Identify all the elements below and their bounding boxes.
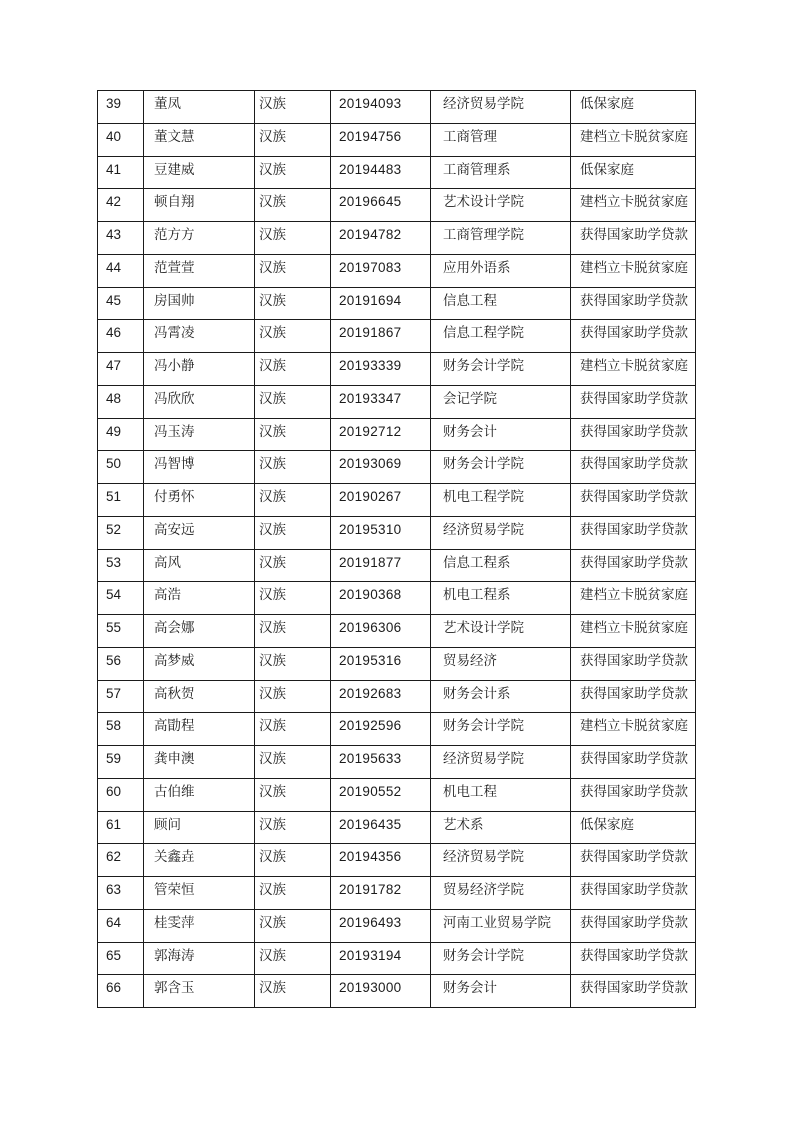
cell-name: 范萱萱 (144, 254, 255, 287)
cell-ethnicity: 汉族 (255, 418, 331, 451)
cell-ethnicity: 汉族 (255, 942, 331, 975)
cell-ethnicity: 汉族 (255, 516, 331, 549)
cell-ethnicity: 汉族 (255, 451, 331, 484)
cell-number: 59 (98, 746, 144, 779)
cell-department: 财务会计系 (431, 680, 571, 713)
cell-department: 机电工程学院 (431, 484, 571, 517)
cell-status: 获得国家助学贷款 (571, 746, 696, 779)
cell-number: 54 (98, 582, 144, 615)
cell-student-id: 20191782 (331, 877, 431, 910)
table-row (98, 909, 696, 942)
cell-ethnicity: 汉族 (255, 385, 331, 418)
cell-status: 获得国家助学贷款 (571, 549, 696, 582)
table-row (98, 385, 696, 418)
cell-department: 财务会计学院 (431, 353, 571, 386)
table-row (98, 353, 696, 386)
cell-student-id: 20194356 (331, 844, 431, 877)
cell-student-id: 20193347 (331, 385, 431, 418)
cell-name: 顿自翔 (144, 189, 255, 222)
cell-status: 获得国家助学贷款 (571, 222, 696, 255)
cell-ethnicity: 汉族 (255, 680, 331, 713)
cell-number: 63 (98, 877, 144, 910)
cell-status: 建档立卡脱贫家庭 (571, 254, 696, 287)
table-row (98, 582, 696, 615)
cell-status: 获得国家助学贷款 (571, 451, 696, 484)
cell-student-id: 20191877 (331, 549, 431, 582)
table-row (98, 418, 696, 451)
cell-name: 顾问 (144, 811, 255, 844)
cell-number: 49 (98, 418, 144, 451)
cell-name: 高风 (144, 549, 255, 582)
cell-name: 高秋贺 (144, 680, 255, 713)
cell-department: 财务会计学院 (431, 713, 571, 746)
cell-number: 39 (98, 91, 144, 124)
cell-status: 获得国家助学贷款 (571, 844, 696, 877)
cell-status: 获得国家助学贷款 (571, 287, 696, 320)
cell-ethnicity: 汉族 (255, 778, 331, 811)
table-row (98, 778, 696, 811)
cell-student-id: 20196306 (331, 615, 431, 648)
cell-number: 51 (98, 484, 144, 517)
cell-department: 信息工程学院 (431, 320, 571, 353)
cell-ethnicity: 汉族 (255, 287, 331, 320)
cell-number: 50 (98, 451, 144, 484)
cell-name: 高会娜 (144, 615, 255, 648)
cell-department: 工商管理系 (431, 156, 571, 189)
cell-department: 机电工程 (431, 778, 571, 811)
table-row (98, 877, 696, 910)
table-row (98, 484, 696, 517)
cell-status: 获得国家助学贷款 (571, 778, 696, 811)
table-row (98, 746, 696, 779)
table-row (98, 549, 696, 582)
cell-status: 获得国家助学贷款 (571, 418, 696, 451)
cell-student-id: 20192596 (331, 713, 431, 746)
cell-name: 古伯维 (144, 778, 255, 811)
student-roster-table (97, 90, 696, 1008)
cell-student-id: 20194782 (331, 222, 431, 255)
cell-name: 冯小静 (144, 353, 255, 386)
cell-student-id: 20195310 (331, 516, 431, 549)
cell-number: 45 (98, 287, 144, 320)
cell-ethnicity: 汉族 (255, 909, 331, 942)
cell-status: 获得国家助学贷款 (571, 385, 696, 418)
cell-student-id: 20194756 (331, 123, 431, 156)
cell-name: 关鑫垚 (144, 844, 255, 877)
cell-status: 获得国家助学贷款 (571, 877, 696, 910)
cell-status: 建档立卡脱贫家庭 (571, 123, 696, 156)
cell-number: 64 (98, 909, 144, 942)
cell-student-id: 20196645 (331, 189, 431, 222)
cell-status: 获得国家助学贷款 (571, 975, 696, 1008)
cell-student-id: 20195316 (331, 647, 431, 680)
cell-number: 66 (98, 975, 144, 1008)
cell-status: 建档立卡脱贫家庭 (571, 615, 696, 648)
cell-department: 经济贸易学院 (431, 91, 571, 124)
table-row (98, 647, 696, 680)
cell-ethnicity: 汉族 (255, 123, 331, 156)
cell-ethnicity: 汉族 (255, 156, 331, 189)
cell-department: 信息工程 (431, 287, 571, 320)
cell-department: 工商管理学院 (431, 222, 571, 255)
cell-department: 会记学院 (431, 385, 571, 418)
cell-department: 经济贸易学院 (431, 516, 571, 549)
cell-department: 财务会计 (431, 418, 571, 451)
table-row (98, 189, 696, 222)
cell-number: 41 (98, 156, 144, 189)
cell-name: 高梦威 (144, 647, 255, 680)
cell-department: 信息工程系 (431, 549, 571, 582)
cell-status: 低保家庭 (571, 811, 696, 844)
cell-ethnicity: 汉族 (255, 484, 331, 517)
table-row (98, 975, 696, 1008)
cell-number: 58 (98, 713, 144, 746)
cell-ethnicity: 汉族 (255, 877, 331, 910)
cell-ethnicity: 汉族 (255, 975, 331, 1008)
cell-number: 46 (98, 320, 144, 353)
cell-ethnicity: 汉族 (255, 353, 331, 386)
cell-status: 获得国家助学贷款 (571, 320, 696, 353)
cell-ethnicity: 汉族 (255, 647, 331, 680)
cell-ethnicity: 汉族 (255, 615, 331, 648)
cell-status: 获得国家助学贷款 (571, 942, 696, 975)
cell-student-id: 20192712 (331, 418, 431, 451)
cell-department: 应用外语系 (431, 254, 571, 287)
cell-department: 财务会计 (431, 975, 571, 1008)
cell-name: 桂雯萍 (144, 909, 255, 942)
cell-status: 建档立卡脱贫家庭 (571, 189, 696, 222)
cell-status: 建档立卡脱贫家庭 (571, 582, 696, 615)
table-row (98, 123, 696, 156)
cell-status: 获得国家助学贷款 (571, 909, 696, 942)
cell-ethnicity: 汉族 (255, 91, 331, 124)
cell-name: 豆建威 (144, 156, 255, 189)
cell-department: 艺术设计学院 (431, 189, 571, 222)
table-row (98, 516, 696, 549)
cell-status: 建档立卡脱贫家庭 (571, 353, 696, 386)
cell-status: 获得国家助学贷款 (571, 484, 696, 517)
cell-number: 53 (98, 549, 144, 582)
table-row (98, 156, 696, 189)
cell-number: 65 (98, 942, 144, 975)
cell-department: 经济贸易学院 (431, 844, 571, 877)
cell-status: 低保家庭 (571, 156, 696, 189)
table-row (98, 320, 696, 353)
table-row (98, 713, 696, 746)
cell-department: 财务会计学院 (431, 942, 571, 975)
cell-number: 48 (98, 385, 144, 418)
cell-student-id: 20191867 (331, 320, 431, 353)
cell-ethnicity: 汉族 (255, 549, 331, 582)
cell-name: 付勇怀 (144, 484, 255, 517)
cell-name: 范方方 (144, 222, 255, 255)
cell-ethnicity: 汉族 (255, 222, 331, 255)
table-row (98, 811, 696, 844)
cell-number: 42 (98, 189, 144, 222)
cell-status: 建档立卡脱贫家庭 (571, 713, 696, 746)
cell-ethnicity: 汉族 (255, 811, 331, 844)
cell-ethnicity: 汉族 (255, 254, 331, 287)
table-row (98, 680, 696, 713)
table-body (98, 91, 696, 1008)
cell-student-id: 20193194 (331, 942, 431, 975)
cell-name: 董文慧 (144, 123, 255, 156)
cell-student-id: 20193069 (331, 451, 431, 484)
cell-name: 冯欣欣 (144, 385, 255, 418)
table-row (98, 942, 696, 975)
cell-name: 郭含玉 (144, 975, 255, 1008)
cell-name: 高安远 (144, 516, 255, 549)
cell-name: 房国帅 (144, 287, 255, 320)
cell-student-id: 20196435 (331, 811, 431, 844)
cell-status: 获得国家助学贷款 (571, 516, 696, 549)
table-row (98, 222, 696, 255)
cell-department: 河南工业贸易学院 (431, 909, 571, 942)
cell-name: 冯霄凌 (144, 320, 255, 353)
cell-number: 40 (98, 123, 144, 156)
cell-name: 董凤 (144, 91, 255, 124)
cell-name: 管荣恒 (144, 877, 255, 910)
cell-department: 艺术设计学院 (431, 615, 571, 648)
cell-department: 机电工程系 (431, 582, 571, 615)
cell-student-id: 20193339 (331, 353, 431, 386)
cell-student-id: 20190552 (331, 778, 431, 811)
table-row (98, 254, 696, 287)
table-row (98, 287, 696, 320)
cell-student-id: 20194483 (331, 156, 431, 189)
cell-department: 艺术系 (431, 811, 571, 844)
cell-name: 高勖程 (144, 713, 255, 746)
cell-student-id: 20190368 (331, 582, 431, 615)
table-row (98, 615, 696, 648)
table-row (98, 91, 696, 124)
cell-student-id: 20193000 (331, 975, 431, 1008)
table-row (98, 844, 696, 877)
cell-ethnicity: 汉族 (255, 713, 331, 746)
cell-number: 43 (98, 222, 144, 255)
cell-department: 贸易经济学院 (431, 877, 571, 910)
cell-ethnicity: 汉族 (255, 582, 331, 615)
cell-student-id: 20197083 (331, 254, 431, 287)
cell-ethnicity: 汉族 (255, 320, 331, 353)
cell-status: 获得国家助学贷款 (571, 647, 696, 680)
cell-name: 高浩 (144, 582, 255, 615)
cell-number: 56 (98, 647, 144, 680)
cell-department: 贸易经济 (431, 647, 571, 680)
cell-name: 龚申澳 (144, 746, 255, 779)
cell-status: 获得国家助学贷款 (571, 680, 696, 713)
cell-department: 经济贸易学院 (431, 746, 571, 779)
cell-student-id: 20196493 (331, 909, 431, 942)
cell-student-id: 20192683 (331, 680, 431, 713)
cell-department: 财务会计学院 (431, 451, 571, 484)
cell-ethnicity: 汉族 (255, 189, 331, 222)
cell-name: 冯玉涛 (144, 418, 255, 451)
cell-number: 47 (98, 353, 144, 386)
cell-status: 低保家庭 (571, 91, 696, 124)
cell-number: 61 (98, 811, 144, 844)
cell-student-id: 20191694 (331, 287, 431, 320)
table-row (98, 451, 696, 484)
cell-department: 工商管理 (431, 123, 571, 156)
cell-name: 郭海涛 (144, 942, 255, 975)
cell-ethnicity: 汉族 (255, 844, 331, 877)
cell-name: 冯智博 (144, 451, 255, 484)
cell-student-id: 20195633 (331, 746, 431, 779)
cell-number: 57 (98, 680, 144, 713)
cell-number: 60 (98, 778, 144, 811)
cell-student-id: 20194093 (331, 91, 431, 124)
cell-number: 55 (98, 615, 144, 648)
cell-number: 52 (98, 516, 144, 549)
cell-student-id: 20190267 (331, 484, 431, 517)
cell-number: 62 (98, 844, 144, 877)
cell-number: 44 (98, 254, 144, 287)
cell-ethnicity: 汉族 (255, 746, 331, 779)
